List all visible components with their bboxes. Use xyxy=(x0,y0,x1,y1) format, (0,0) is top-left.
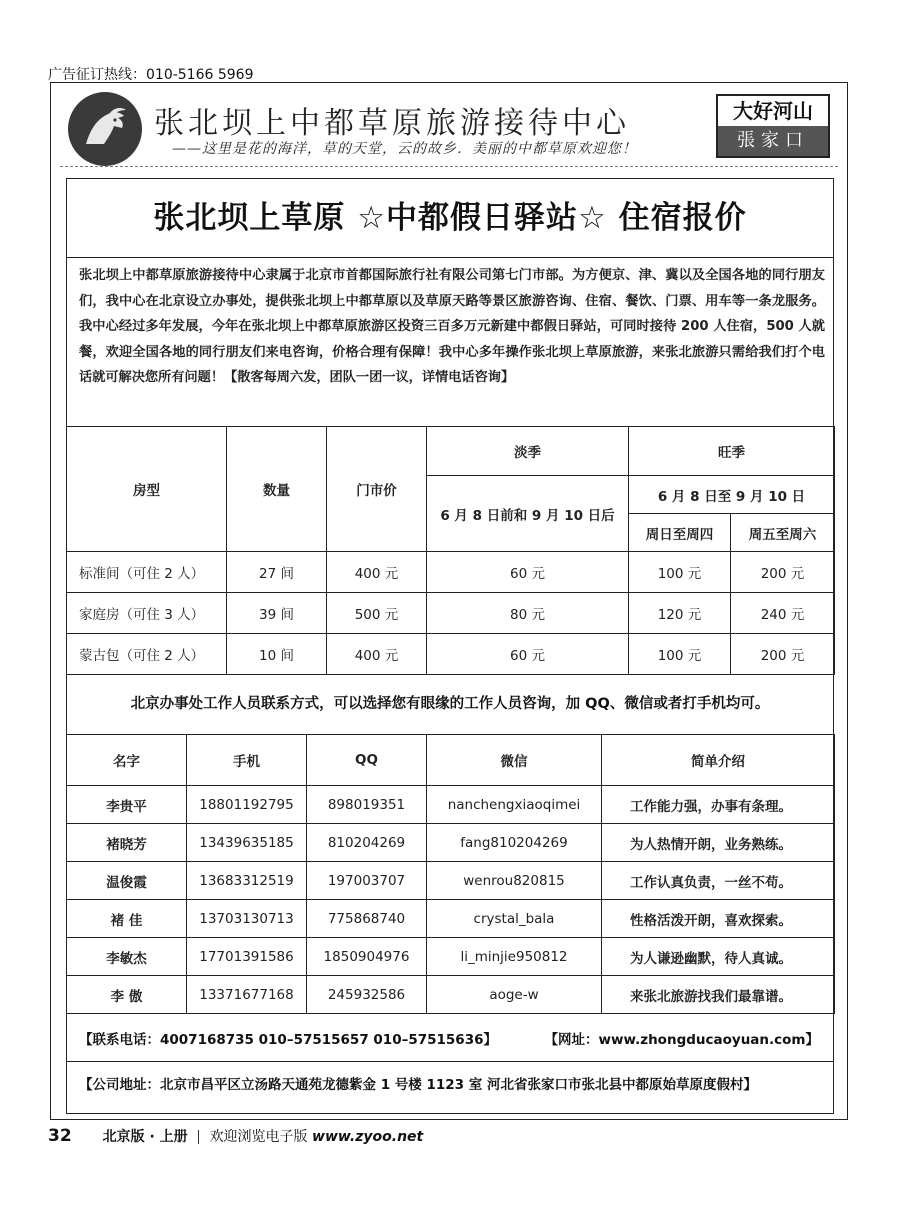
brand-logo xyxy=(716,94,830,158)
page-title: 张北坝上草原 ☆中都假日驿站☆ 住宿报价 xyxy=(67,179,833,258)
brand-logo-top: 大好河山 xyxy=(733,99,813,123)
header-bio: 简单介绍 xyxy=(602,735,835,786)
staff-name-cell: 李 傲 xyxy=(67,976,187,1014)
org-slogan: ——这里是花的海洋，草的天堂，云的故乡．美丽的中都草原欢迎您！ xyxy=(172,141,637,157)
table-row xyxy=(67,862,835,900)
staff-name-cell: 李贵平 xyxy=(67,786,187,824)
page-number: 32 xyxy=(48,1126,72,1146)
contact-note: 北京办事处工作人员联系方式，可以选择您有眼缘的工作人员咨询，加 QQ、微信或者打手机均可。 xyxy=(67,676,833,735)
contact-phones-row xyxy=(67,1019,833,1062)
table-row xyxy=(67,976,835,1014)
header-weekend: 周五至周六 xyxy=(731,514,835,552)
staff-bio-cell: 为人谦逊幽默，待人真诚。 xyxy=(602,938,835,976)
staff-wechat-cell: li_minjie950812 xyxy=(427,938,602,976)
ad-hotline: 广告征订热线：010-5166 5969 xyxy=(48,67,254,83)
door-price-cell: 400 元 xyxy=(327,634,427,675)
staff-bio-cell: 工作能力强，办事有条理。 xyxy=(602,786,835,824)
room-type-cell: 标准间（可住 2 人） xyxy=(67,552,227,593)
staff-wechat-cell: wenrou820815 xyxy=(427,862,602,900)
company-address-row xyxy=(67,1061,833,1109)
staff-wechat-cell: nanchengxiaoqimei xyxy=(427,786,602,824)
staff-wechat-cell: aoge-w xyxy=(427,976,602,1014)
staff-qq-cell: 810204269 xyxy=(307,824,427,862)
table-row xyxy=(67,634,835,675)
weekend-price-cell: 200 元 xyxy=(731,634,835,675)
staff-qq-cell: 1850904976 xyxy=(307,938,427,976)
weekday-price-cell: 100 元 xyxy=(629,552,731,593)
staff-bio-cell: 性格活泼开朗，喜欢探索。 xyxy=(602,900,835,938)
door-price-cell: 500 元 xyxy=(327,593,427,634)
staff-phone-cell: 13371677168 xyxy=(187,976,307,1014)
table-row xyxy=(67,938,835,976)
website-link[interactable]: 【网址：www.zhongducaoyuan.com】 xyxy=(544,1032,819,1048)
horse-head-icon xyxy=(68,92,142,166)
staff-name-cell: 褚 佳 xyxy=(67,900,187,938)
staff-qq-cell: 775868740 xyxy=(307,900,427,938)
content-box xyxy=(66,178,834,1114)
room-type-cell: 家庭房（可住 3 人） xyxy=(67,593,227,634)
footer-url[interactable]: www.zyoo.net xyxy=(312,1129,424,1145)
table-row xyxy=(67,824,835,862)
weekend-price-cell: 200 元 xyxy=(731,552,835,593)
staff-qq-cell: 245932586 xyxy=(307,976,427,1014)
staff-phone-cell: 13703130713 xyxy=(187,900,307,938)
staff-phone-cell: 13439635185 xyxy=(187,824,307,862)
table-row xyxy=(67,593,835,634)
staff-phone-cell: 18801192795 xyxy=(187,786,307,824)
header-room-type: 房型 xyxy=(67,427,227,552)
intro-paragraph: 张北坝上中都草原旅游接待中心隶属于北京市首都国际旅行社有限公司第七门市部。为方便京、津、冀以及全国各地的同行朋友们，我中心在北京设立办事处，提供张北坝上中都草原以及草原天路等景区旅游咨询、住宿、餐饮、门票、用车等一条龙服务。我中心经过多年发展，今年在张北坝上中都草原旅游区投资三百多万元新建中都假日驿站，可同时接待 200 人住宿，500 人就餐，欢迎全国各地的同行朋友们来电咨询，价格合理有保障！我中心多年操作张北坝上草原旅游，来张北旅游只需给我们打个电话就可解决您所有问题！【散客每周六发，团队一团一议，详情电话咨询】 xyxy=(79,268,825,386)
header-phone: 手机 xyxy=(187,735,307,786)
staff-phone-cell: 17701391586 xyxy=(187,938,307,976)
weekday-price-cell: 100 元 xyxy=(629,634,731,675)
header-weekday: 周日至周四 xyxy=(629,514,731,552)
header-low-season: 淡季 xyxy=(427,427,629,476)
staff-wechat-cell: fang810204269 xyxy=(427,824,602,862)
edition-label: 北京版 · 上册 xyxy=(102,1129,188,1145)
header-divider xyxy=(60,166,838,167)
header-quantity: 数量 xyxy=(227,427,327,552)
quantity-cell: 27 间 xyxy=(227,552,327,593)
staff-bio-cell: 工作认真负责，一丝不苟。 xyxy=(602,862,835,900)
low-season-price-cell: 80 元 xyxy=(427,593,629,634)
table-row xyxy=(67,900,835,938)
header-high-season: 旺季 xyxy=(629,427,835,476)
contact-table xyxy=(66,734,835,1014)
low-season-price-cell: 60 元 xyxy=(427,552,629,593)
contact-phones: 【联系电话：4007168735 010–57515657 010–57515636】 xyxy=(79,1032,497,1048)
header-wechat: 微信 xyxy=(427,735,602,786)
door-price-cell: 400 元 xyxy=(327,552,427,593)
header-name: 名字 xyxy=(67,735,187,786)
staff-name-cell: 褚晓芳 xyxy=(67,824,187,862)
footer-divider xyxy=(198,1130,199,1144)
header-high-period: 6 月 8 日至 9 月 10 日 xyxy=(629,476,835,514)
price-table xyxy=(66,426,835,675)
header-low-period: 6 月 8 日前和 9 月 10 日后 xyxy=(427,476,629,552)
staff-qq-cell: 197003707 xyxy=(307,862,427,900)
org-title: 张北坝上中都草原旅游接待中心 xyxy=(154,106,630,141)
brand-logo-bottom: 張家口 xyxy=(718,126,828,156)
page-footer xyxy=(48,1126,423,1146)
quantity-cell: 10 间 xyxy=(227,634,327,675)
table-row xyxy=(67,552,835,593)
staff-name-cell: 李敏杰 xyxy=(67,938,187,976)
weekday-price-cell: 120 元 xyxy=(629,593,731,634)
quantity-cell: 39 间 xyxy=(227,593,327,634)
room-type-cell: 蒙古包（可住 2 人） xyxy=(67,634,227,675)
staff-bio-cell: 来张北旅游找我们最靠谱。 xyxy=(602,976,835,1014)
staff-bio-cell: 为人热情开朗，业务熟练。 xyxy=(602,824,835,862)
low-season-price-cell: 60 元 xyxy=(427,634,629,675)
staff-wechat-cell: crystal_bala xyxy=(427,900,602,938)
staff-name-cell: 温俊霞 xyxy=(67,862,187,900)
footer-text: 欢迎浏览电子版 xyxy=(209,1129,308,1145)
header-door-price: 门市价 xyxy=(327,427,427,552)
org-header xyxy=(60,90,838,165)
company-address: 【公司地址：北京市昌平区立汤路天通苑龙德紫金 1 号楼 1123 室 河北省张家口市张北县中都原始草原度假村】 xyxy=(79,1077,757,1093)
weekend-price-cell: 240 元 xyxy=(731,593,835,634)
header-qq: QQ xyxy=(307,735,427,786)
staff-phone-cell: 13683312519 xyxy=(187,862,307,900)
table-row xyxy=(67,786,835,824)
staff-qq-cell: 898019351 xyxy=(307,786,427,824)
